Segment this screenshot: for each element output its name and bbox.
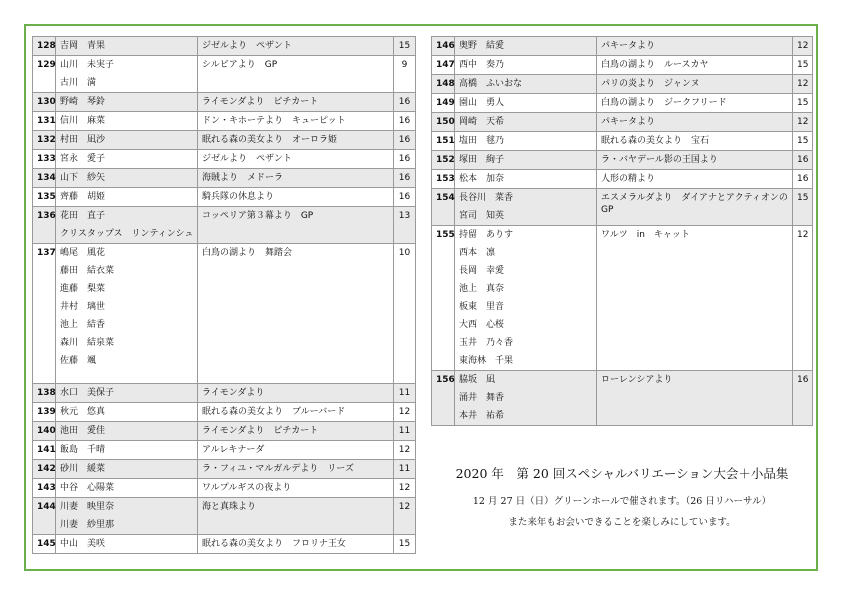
piece-title-cell xyxy=(198,188,394,207)
performer-name: 村田 凪沙 xyxy=(60,135,106,145)
performer-name: 板東 里音 xyxy=(459,302,505,312)
program-row xyxy=(33,384,416,403)
program-row xyxy=(33,112,416,131)
program-number: 128 xyxy=(33,37,56,56)
program-number: 154 xyxy=(432,189,455,226)
piece-title: ジゼルより ペザント xyxy=(202,41,292,51)
program-row xyxy=(432,37,813,56)
performer-name: 川妻 映里奈 xyxy=(60,502,115,512)
duration: 11 xyxy=(394,384,416,403)
piece-title: 海賊より メドーラ xyxy=(202,173,284,183)
piece-title: コッペリア第３幕より GP xyxy=(202,211,314,221)
performer-name: 西本 凛 xyxy=(459,248,496,258)
program-number: 152 xyxy=(432,151,455,170)
piece-title-cell xyxy=(198,169,394,188)
performer-name: 長岡 幸愛 xyxy=(459,266,505,276)
performer-name: 嶋尾 風花 xyxy=(60,248,106,258)
program-row xyxy=(33,207,416,244)
duration: 16 xyxy=(394,93,416,112)
program-row xyxy=(33,403,416,422)
performer-name: 園山 勇人 xyxy=(459,98,505,108)
program-number: 131 xyxy=(33,112,56,131)
performer-names xyxy=(56,93,198,112)
performer-names xyxy=(455,189,597,226)
performer-names xyxy=(455,94,597,113)
performer-name: 佐藤 颯 xyxy=(60,356,97,366)
performer-name: 奥野 結愛 xyxy=(459,41,505,51)
piece-title: ライモンダより ピチカート xyxy=(202,97,319,107)
piece-title-cell xyxy=(198,422,394,441)
performer-names xyxy=(56,207,198,244)
program-number: 139 xyxy=(33,403,56,422)
performer-name: 齊藤 胡姫 xyxy=(60,192,106,202)
program-number: 151 xyxy=(432,132,455,151)
program-number: 132 xyxy=(33,131,56,150)
program-row xyxy=(33,188,416,207)
performer-names xyxy=(56,384,198,403)
piece-title: 騎兵隊の休息より xyxy=(202,192,275,202)
program-row xyxy=(33,479,416,498)
closing-message: また来年もお会いできることを楽しみにしています。 xyxy=(508,517,736,528)
piece-title-cell xyxy=(198,37,394,56)
program-number: 147 xyxy=(432,56,455,75)
duration: 12 xyxy=(394,479,416,498)
performer-name: 東海林 千果 xyxy=(459,356,514,366)
duration: 9 xyxy=(394,56,416,93)
performer-names xyxy=(56,479,198,498)
performer-names xyxy=(56,150,198,169)
performer-name: 宮司 知英 xyxy=(459,211,505,221)
performer-name: 脇坂 凪 xyxy=(459,375,496,385)
performer-names xyxy=(56,422,198,441)
duration: 15 xyxy=(793,189,813,226)
program-row xyxy=(432,226,813,371)
piece-title-cell xyxy=(198,131,394,150)
program-number: 130 xyxy=(33,93,56,112)
performer-name: 長谷川 菜香 xyxy=(459,193,514,203)
performer-name: 宮永 愛子 xyxy=(60,154,106,164)
duration: 12 xyxy=(793,37,813,56)
piece-title-cell xyxy=(597,37,793,56)
program-row xyxy=(432,189,813,226)
program-row xyxy=(33,498,416,535)
piece-title-cell xyxy=(597,94,793,113)
event-date-note: 12 月 27 日（日）グリーンホールで催されます。（26 日リハーサル） xyxy=(472,496,772,507)
performer-names xyxy=(455,56,597,75)
duration: 16 xyxy=(394,150,416,169)
performer-name: 川妻 紗里那 xyxy=(60,520,115,530)
piece-title-cell xyxy=(198,403,394,422)
piece-title: 白鳥の湖より ジークフリード xyxy=(601,98,727,108)
duration: 15 xyxy=(793,132,813,151)
performer-name: 塚田 絢子 xyxy=(459,155,505,165)
program-row xyxy=(432,75,813,94)
program-number: 135 xyxy=(33,188,56,207)
performer-name: 井村 璃世 xyxy=(60,302,106,312)
piece-title-cell xyxy=(597,151,793,170)
performer-name: 本井 祐希 xyxy=(459,411,505,421)
duration: 12 xyxy=(394,441,416,460)
piece-title-cell xyxy=(198,384,394,403)
piece-title: アルレキナーダ xyxy=(202,445,265,455)
performer-names xyxy=(455,371,597,426)
performer-name: 信川 麻菜 xyxy=(60,116,106,126)
duration: 15 xyxy=(793,56,813,75)
piece-title-cell xyxy=(198,479,394,498)
program-row xyxy=(33,460,416,479)
piece-title: ラ・バヤデール影の王国より xyxy=(601,155,718,165)
piece-title-cell xyxy=(198,93,394,112)
program-row xyxy=(33,244,416,384)
piece-title-cell xyxy=(198,112,394,131)
program-row xyxy=(33,37,416,56)
performer-names xyxy=(455,132,597,151)
piece-title: エスメラルダより ダイアナとアクティオンのGP xyxy=(601,193,788,215)
piece-title-cell xyxy=(198,244,394,384)
performer-name: 花田 直子 xyxy=(60,211,106,221)
piece-title: 白鳥の湖より ルースカヤ xyxy=(601,60,709,70)
program-row xyxy=(432,94,813,113)
program-table-left-body xyxy=(33,37,416,554)
event-title: 2020 年 第 20 回スペシャルバリエーション大会＋小品集 xyxy=(455,466,789,481)
program-number: 155 xyxy=(432,226,455,371)
program-number: 143 xyxy=(33,479,56,498)
duration: 16 xyxy=(793,170,813,189)
duration: 16 xyxy=(793,371,813,426)
duration: 15 xyxy=(394,535,416,554)
program-row xyxy=(432,113,813,132)
piece-title: 人形の精より xyxy=(601,174,656,184)
piece-title-cell xyxy=(597,132,793,151)
piece-title: ドン・キホーテより キューピット xyxy=(202,116,346,126)
program-number: 148 xyxy=(432,75,455,94)
piece-title-cell xyxy=(597,170,793,189)
duration: 12 xyxy=(793,75,813,94)
program-row xyxy=(432,132,813,151)
program-number: 156 xyxy=(432,371,455,426)
performer-name: 高橋 ふいおな xyxy=(459,79,523,89)
performer-names xyxy=(455,75,597,94)
program-row xyxy=(33,441,416,460)
program-number: 137 xyxy=(33,244,56,384)
piece-title: 海と真珠より xyxy=(202,502,257,512)
performer-names xyxy=(455,226,597,371)
program-row xyxy=(432,371,813,426)
performer-name: 山川 未実子 xyxy=(60,60,115,70)
program-row xyxy=(432,170,813,189)
duration: 12 xyxy=(394,498,416,535)
performer-name: 森川 結泉菜 xyxy=(60,338,115,348)
program-number: 146 xyxy=(432,37,455,56)
duration: 11 xyxy=(394,422,416,441)
piece-title: 白鳥の湖より 舞踏会 xyxy=(202,248,293,258)
performer-name: 松本 加奈 xyxy=(459,174,505,184)
performer-name: 水口 美保子 xyxy=(60,388,115,398)
piece-title-cell xyxy=(198,498,394,535)
performer-name: 西中 奏乃 xyxy=(459,60,505,70)
piece-title-cell xyxy=(198,150,394,169)
piece-title: ライモンダより ピチカート xyxy=(202,426,319,436)
performer-names xyxy=(56,37,198,56)
program-number: 141 xyxy=(33,441,56,460)
program-number: 134 xyxy=(33,169,56,188)
performer-name: 中谷 心陽菜 xyxy=(60,483,115,493)
performer-names xyxy=(56,244,198,384)
duration: 15 xyxy=(394,37,416,56)
piece-title: パキータより xyxy=(601,41,656,51)
performer-name: 砂川 緩菜 xyxy=(60,464,106,474)
duration: 13 xyxy=(394,207,416,244)
piece-title: ローレンシアより xyxy=(601,375,673,385)
duration: 12 xyxy=(793,113,813,132)
program-number: 142 xyxy=(33,460,56,479)
performer-name: 池田 愛佳 xyxy=(60,426,106,436)
program-number: 153 xyxy=(432,170,455,189)
piece-title-cell xyxy=(597,75,793,94)
performer-names xyxy=(455,151,597,170)
program-number: 150 xyxy=(432,113,455,132)
piece-title: ライモンダより xyxy=(202,388,265,398)
performer-names xyxy=(56,56,198,93)
program-number: 145 xyxy=(33,535,56,554)
performer-name: 野崎 琴鈴 xyxy=(60,97,106,107)
piece-title-cell xyxy=(198,460,394,479)
performer-names xyxy=(56,460,198,479)
piece-title: パリの炎より ジャンヌ xyxy=(601,79,700,89)
performer-name: 飯島 千晴 xyxy=(60,445,106,455)
performer-names xyxy=(56,535,198,554)
performer-name: 山下 紗矢 xyxy=(60,173,106,183)
program-table-left xyxy=(32,36,416,554)
piece-title-cell xyxy=(198,56,394,93)
duration: 12 xyxy=(394,403,416,422)
program-number: 149 xyxy=(432,94,455,113)
program-number: 140 xyxy=(33,422,56,441)
performer-name: 涌井 舞香 xyxy=(459,393,505,403)
performer-name: 進藤 梨菜 xyxy=(60,284,106,294)
performer-name: 中山 美咲 xyxy=(60,539,106,549)
program-number: 136 xyxy=(33,207,56,244)
duration: 11 xyxy=(394,460,416,479)
performer-name: 塩田 毬乃 xyxy=(459,136,505,146)
program-row xyxy=(33,93,416,112)
piece-title: 眠れる森の美女より フロリナ王女 xyxy=(202,539,346,549)
piece-title: ワルツ in キャット xyxy=(601,230,690,240)
piece-title: 眠れる森の美女より ブルーバード xyxy=(202,407,346,417)
performer-name: クリスタップス リンティンシュ xyxy=(60,229,194,239)
piece-title-cell xyxy=(597,226,793,371)
duration: 16 xyxy=(394,112,416,131)
piece-title-cell xyxy=(597,113,793,132)
piece-title-cell xyxy=(198,441,394,460)
program-row xyxy=(432,56,813,75)
piece-title: ジゼルより ペザント xyxy=(202,154,292,164)
performer-name: 古川 満 xyxy=(60,78,97,88)
program-row xyxy=(33,535,416,554)
performer-name: 玉井 乃々香 xyxy=(459,338,514,348)
piece-title-cell xyxy=(198,535,394,554)
piece-title: ラ・フィユ・マルガルデより リーズ xyxy=(202,464,354,474)
program-number: 133 xyxy=(33,150,56,169)
program-row xyxy=(432,151,813,170)
program-number: 144 xyxy=(33,498,56,535)
piece-title-cell xyxy=(198,207,394,244)
performer-names xyxy=(56,131,198,150)
performer-names xyxy=(455,170,597,189)
performer-name: 岡崎 天希 xyxy=(459,117,505,127)
piece-title: 眠れる森の美女より オーロラ姫 xyxy=(202,135,338,145)
duration: 10 xyxy=(394,244,416,384)
piece-title-cell xyxy=(597,371,793,426)
program-row xyxy=(33,169,416,188)
piece-title-cell xyxy=(597,189,793,226)
performer-names xyxy=(56,169,198,188)
performer-names xyxy=(56,498,198,535)
performer-name: 池上 真奈 xyxy=(459,284,505,294)
performer-names xyxy=(56,112,198,131)
duration: 16 xyxy=(394,131,416,150)
performer-names xyxy=(56,188,198,207)
program-row xyxy=(33,56,416,93)
piece-title-cell xyxy=(597,56,793,75)
performer-name: 秋元 悠真 xyxy=(60,407,106,417)
piece-title: シルビアより GP xyxy=(202,60,278,70)
program-row xyxy=(33,422,416,441)
performer-name: 吉岡 青果 xyxy=(60,41,106,51)
duration: 12 xyxy=(793,226,813,371)
piece-title: ワルプルギスの夜より xyxy=(202,483,292,493)
performer-names xyxy=(455,37,597,56)
program-number: 129 xyxy=(33,56,56,93)
piece-title: 眠れる森の美女より 宝石 xyxy=(601,136,710,146)
duration: 16 xyxy=(793,151,813,170)
performer-names xyxy=(455,113,597,132)
performer-names xyxy=(56,441,198,460)
performer-name: 持留 ありす xyxy=(459,230,514,240)
program-row xyxy=(33,131,416,150)
duration: 15 xyxy=(793,94,813,113)
performer-name: 池上 結香 xyxy=(60,320,106,330)
program-number: 138 xyxy=(33,384,56,403)
duration: 16 xyxy=(394,188,416,207)
program-table-right xyxy=(431,36,813,426)
program-table-right-body xyxy=(432,37,813,426)
performer-name: 大西 心桜 xyxy=(459,320,505,330)
performer-name: 藤田 結衣菜 xyxy=(60,266,115,276)
program-row xyxy=(33,150,416,169)
piece-title: パキータより xyxy=(601,117,656,127)
performer-names xyxy=(56,403,198,422)
duration: 16 xyxy=(394,169,416,188)
